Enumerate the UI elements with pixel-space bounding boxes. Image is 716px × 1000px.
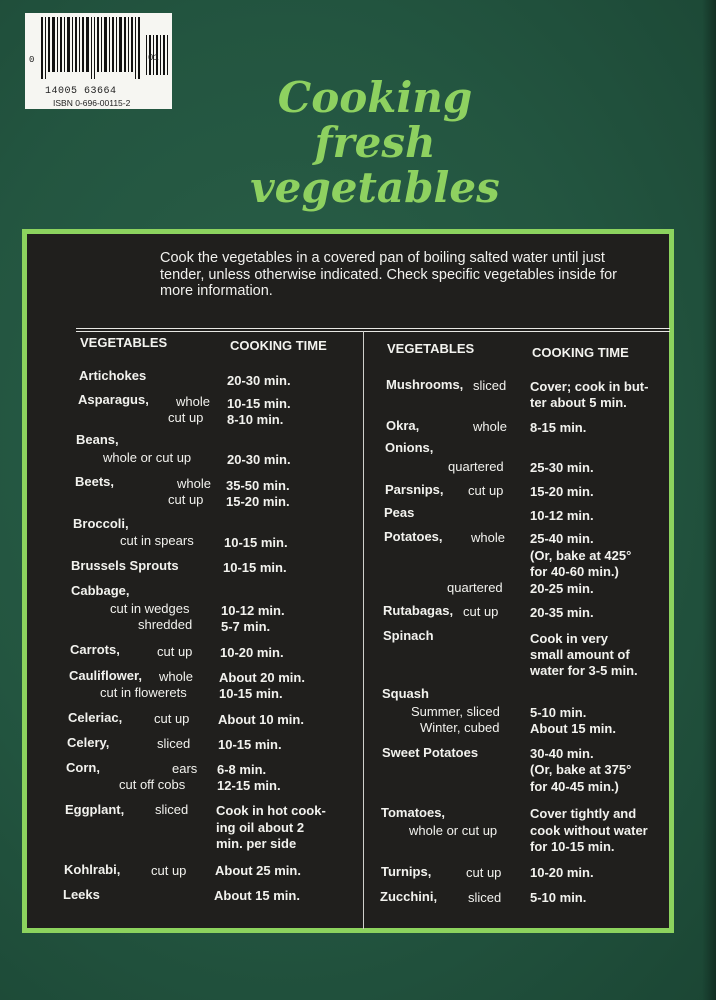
- qual-onions: quartered: [448, 459, 504, 474]
- time-mushrooms-line2: ter about 5 min.: [530, 395, 627, 410]
- time-parsnips: 15-20 min.: [530, 484, 594, 499]
- qual-okra: whole: [473, 419, 507, 434]
- intro-text: Cook the vegetables in a covered pan of boiling salted water until just tender, unless otherwise indicated. Check specific vegetables inside for more information.: [160, 250, 618, 299]
- spine-shadow: [702, 0, 716, 1000]
- time-turnips: 10-20 min.: [530, 865, 594, 880]
- time-tomatoes-line1: Cover tightly and: [530, 806, 637, 821]
- barcode-icon: [25, 13, 172, 85]
- qual-tomatoes: whole or cut up: [409, 823, 498, 838]
- veg-cauliflower: Cauliflower,: [69, 668, 142, 683]
- time-spinach-line2: small amount of: [530, 647, 630, 662]
- time-cabbage-shredded: 5-7 min.: [221, 619, 271, 634]
- qual-cauliflower-whole: whole: [159, 669, 193, 684]
- veg-mushrooms: Mushrooms,: [386, 377, 464, 392]
- time-mushrooms-line1: Cover; cook in but-: [530, 379, 649, 394]
- time-tomatoes-line3: for 10-15 min.: [530, 839, 615, 854]
- qual-potatoes-whole: whole: [471, 530, 505, 545]
- time-carrots: 10-20 min.: [220, 645, 284, 660]
- time-squash-winter: About 15 min.: [530, 721, 616, 736]
- veg-onions: Onions,: [385, 440, 434, 455]
- veg-rutabagas: Rutabagas,: [383, 603, 454, 618]
- time-sweet-potatoes-line1: 30-40 min.: [530, 746, 594, 761]
- qual-cabbage-wedges: cut in wedges: [110, 601, 190, 616]
- time-potatoes-line3: for 40-60 min.): [530, 564, 619, 579]
- time-eggplant-line1: Cook in hot cook-: [216, 803, 326, 818]
- time-corn-cobs: 12-15 min.: [217, 778, 281, 793]
- veg-beans: Beans,: [76, 432, 119, 447]
- time-beets-cutup: 15-20 min.: [226, 494, 290, 509]
- header-vegetables-left: VEGETABLES: [80, 335, 168, 350]
- header-rule: [76, 328, 670, 329]
- qual-beets-cutup: cut up: [168, 492, 204, 507]
- qual-cauliflower-flowerets: cut in flowerets: [100, 685, 187, 700]
- time-leeks: About 15 min.: [214, 888, 300, 903]
- qual-corn-ears: ears: [172, 761, 198, 776]
- header-rule: [76, 331, 670, 332]
- time-corn-ears: 6-8 min.: [217, 762, 267, 777]
- time-asparagus-whole: 10-15 min.: [227, 396, 291, 411]
- isbn-text: ISBN 0-696-00115-2: [53, 98, 131, 108]
- veg-artichokes: Artichokes: [79, 368, 147, 383]
- qual-celeriac: cut up: [154, 711, 190, 726]
- qual-parsnips: cut up: [468, 483, 504, 498]
- time-potatoes-line1: 25-40 min.: [530, 531, 594, 546]
- veg-okra: Okra,: [386, 418, 420, 433]
- time-cauliflower-whole: About 20 min.: [219, 670, 305, 685]
- barcode-label: [25, 13, 172, 109]
- time-eggplant-line3: min. per side: [216, 836, 297, 851]
- time-spinach-line3: water for 3-5 min.: [530, 663, 638, 678]
- veg-kohlrabi: Kohlrabi,: [64, 862, 121, 877]
- veg-brussels-sprouts: Brussels Sprouts: [71, 558, 179, 573]
- veg-corn: Corn,: [66, 760, 100, 775]
- time-potatoes-line2: (Or, bake at 425°: [530, 548, 632, 563]
- qual-celery: sliced: [157, 736, 191, 751]
- veg-tomatoes: Tomatoes,: [381, 805, 446, 820]
- qual-rutabagas: cut up: [463, 604, 499, 619]
- time-brussels-sprouts: 10-15 min.: [223, 560, 287, 575]
- time-rutabagas: 20-35 min.: [530, 605, 594, 620]
- time-sweet-potatoes-line3: for 40-45 min.): [530, 779, 619, 794]
- veg-broccoli: Broccoli,: [73, 516, 129, 531]
- time-kohlrabi: About 25 min.: [215, 863, 301, 878]
- qual-corn-cobs: cut off cobs: [119, 777, 186, 792]
- title-line-3: vegetables: [250, 163, 500, 212]
- qual-zucchini: sliced: [468, 890, 502, 905]
- time-sweet-potatoes-line2: (Or, bake at 375°: [530, 762, 632, 777]
- header-cooking-time-left: COOKING TIME: [230, 338, 327, 353]
- header-vegetables-right: VEGETABLES: [387, 341, 475, 356]
- veg-spinach: Spinach: [383, 628, 434, 643]
- veg-leeks: Leeks: [63, 887, 100, 902]
- veg-carrots: Carrots,: [70, 642, 120, 657]
- header-cooking-time-right: COOKING TIME: [532, 345, 629, 360]
- time-cabbage-wedges: 10-12 min.: [221, 603, 285, 618]
- time-beets-whole: 35-50 min.: [226, 478, 290, 493]
- time-squash-summer: 5-10 min.: [530, 705, 587, 720]
- time-spinach-line1: Cook in very: [530, 631, 609, 646]
- veg-celeriac: Celeriac,: [68, 710, 123, 725]
- veg-asparagus: Asparagus,: [78, 392, 149, 407]
- veg-beets: Beets,: [75, 474, 115, 489]
- qual-squash-summer: Summer, sliced: [411, 704, 500, 719]
- time-celery: 10-15 min.: [218, 737, 282, 752]
- barcode-left-digit: 0: [29, 55, 35, 65]
- time-zucchini: 5-10 min.: [530, 890, 587, 905]
- qual-cabbage-shredded: shredded: [138, 617, 193, 632]
- qual-beets-whole: whole: [177, 476, 211, 491]
- veg-eggplant: Eggplant,: [65, 802, 125, 817]
- time-artichokes: 20-30 min.: [227, 373, 291, 388]
- title-line-2: fresh: [314, 118, 436, 167]
- veg-parsnips: Parsnips,: [385, 482, 444, 497]
- veg-peas: Peas: [384, 505, 415, 520]
- cooking-table-panel: [22, 229, 674, 933]
- veg-turnips: Turnips,: [381, 864, 432, 879]
- time-peas: 10-12 min.: [530, 508, 594, 523]
- qual-potatoes-quartered: quartered: [447, 580, 503, 595]
- book-title: [220, 75, 530, 210]
- qual-turnips: cut up: [466, 865, 502, 880]
- qual-asparagus-cutup: cut up: [168, 410, 204, 425]
- time-potatoes-quartered: 20-25 min.: [530, 581, 594, 596]
- time-asparagus-cutup: 8-10 min.: [227, 412, 284, 427]
- veg-potatoes: Potatoes,: [384, 529, 443, 544]
- barcode-number: 14005 63664: [45, 86, 117, 97]
- veg-squash: Squash: [382, 686, 429, 701]
- qual-kohlrabi: cut up: [151, 863, 187, 878]
- veg-zucchini: Zucchini,: [380, 889, 438, 904]
- time-okra: 8-15 min.: [530, 420, 587, 435]
- title-line-1: Cooking: [277, 73, 473, 122]
- panel-inner: [27, 234, 669, 928]
- veg-celery: Celery,: [67, 735, 110, 750]
- qual-beans: whole or cut up: [103, 450, 192, 465]
- qual-carrots: cut up: [157, 644, 193, 659]
- time-celeriac: About 10 min.: [218, 712, 304, 727]
- qual-mushrooms: sliced: [473, 378, 507, 393]
- time-broccoli: 10-15 min.: [224, 535, 288, 550]
- time-cauliflower-flowerets: 10-15 min.: [219, 686, 283, 701]
- veg-cabbage: Cabbage,: [71, 583, 130, 598]
- time-eggplant-line2: ing oil about 2: [216, 820, 305, 835]
- qual-asparagus-whole: whole: [176, 394, 210, 409]
- qual-squash-winter: Winter, cubed: [420, 720, 500, 735]
- time-onions: 25-30 min.: [530, 460, 594, 475]
- time-tomatoes-line2: cook without water: [530, 823, 648, 838]
- qual-eggplant: sliced: [155, 802, 189, 817]
- barcode-addon-digits: 01: [148, 53, 159, 63]
- qual-broccoli: cut in spears: [120, 533, 194, 548]
- column-divider: [363, 331, 364, 929]
- veg-sweet-potatoes: Sweet Potatoes: [382, 745, 479, 760]
- time-beans: 20-30 min.: [227, 452, 291, 467]
